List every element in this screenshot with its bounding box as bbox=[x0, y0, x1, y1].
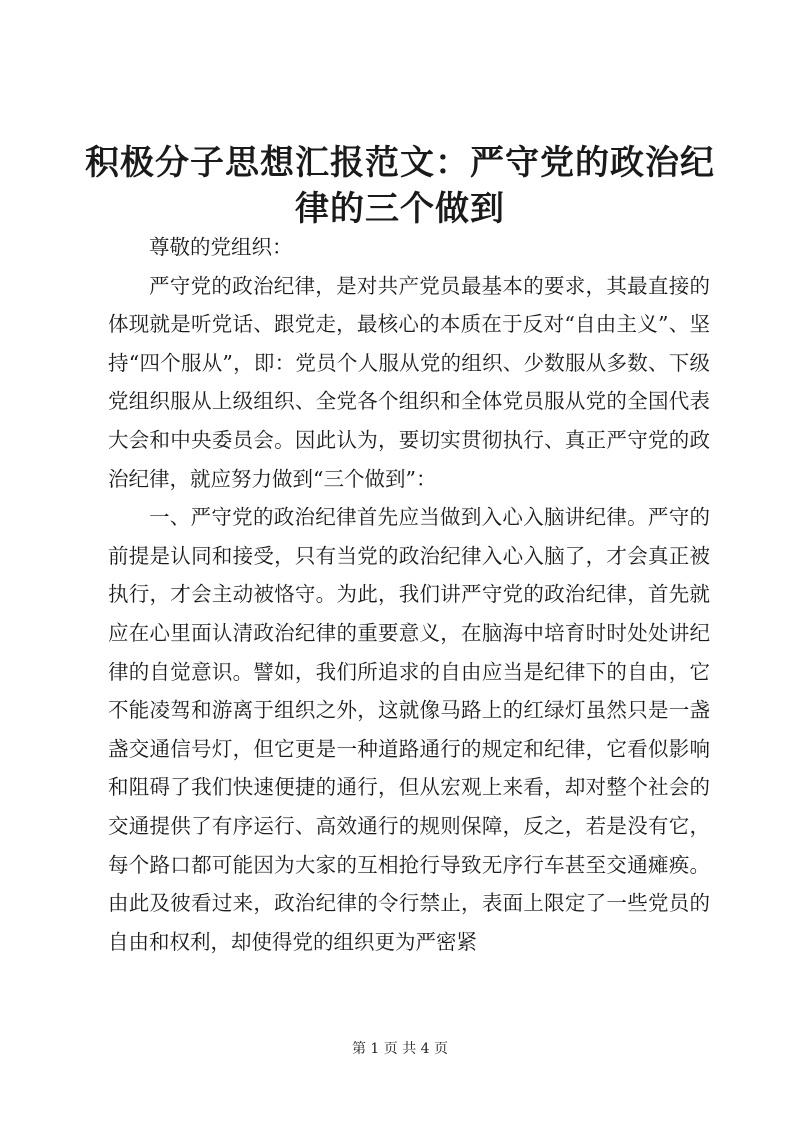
body-paragraph: 一、严守党的政治纪律首先应当做到入心入脑讲纪律。严守的前提是认同和接受，只有当党的政治纪律入心入脑了，才会真正被执行，才会主动被恪守。为此，我们讲严守党的政治纪律，首先就应在心里面认清政治纪律的重要意义，在脑海中培育时时处处讲纪律的自觉意识。譬如，我们所追求的自由应当是纪律下的自由，它不能凌驾和游离于组织之外，这就像马路上的红绿灯虽然只是一盏盏交通信号灯，但它更是一种道路通行的规定和纪律，它看似影响和阻碍了我们快速便捷的通行，但从宏观上来看，却对整个社会的交通提供了有序运行、高效通行的规则保障，反之，若是没有它，每个路口都可能因为大家的互相抢行导致无序行车甚至交通瘫痪。由此及彼看过来，政治纪律的令行禁止，表面上限定了一些党员的自由和权利，却使得党的组织更为严密紧 bbox=[108, 505, 710, 954]
document-body bbox=[108, 228, 710, 961]
page-footer: 第 1 页 共 4 页 bbox=[351, 1041, 449, 1057]
body-paragraph: 严守党的政治纪律，是对共产党员最基本的要求，其最直接的体现就是听党话、跟党走，最核心的本质在于反对“自由主义”、坚持“四个服从”，即：党员个人服从党的组织、少数服从多数、下级党组织服从上级组织、全党各个组织和全体党员服从党的全国代表大会和中央委员会。因此认为，要切实贯彻执行、真正严守党的政治纪律，就应努力做到“三个做到”： bbox=[108, 273, 710, 491]
salutation: 尊敬的党组织： bbox=[149, 235, 293, 259]
document-title: 积极分子思想汇报范文：严守党的政治纪律的三个做到 bbox=[85, 143, 715, 229]
